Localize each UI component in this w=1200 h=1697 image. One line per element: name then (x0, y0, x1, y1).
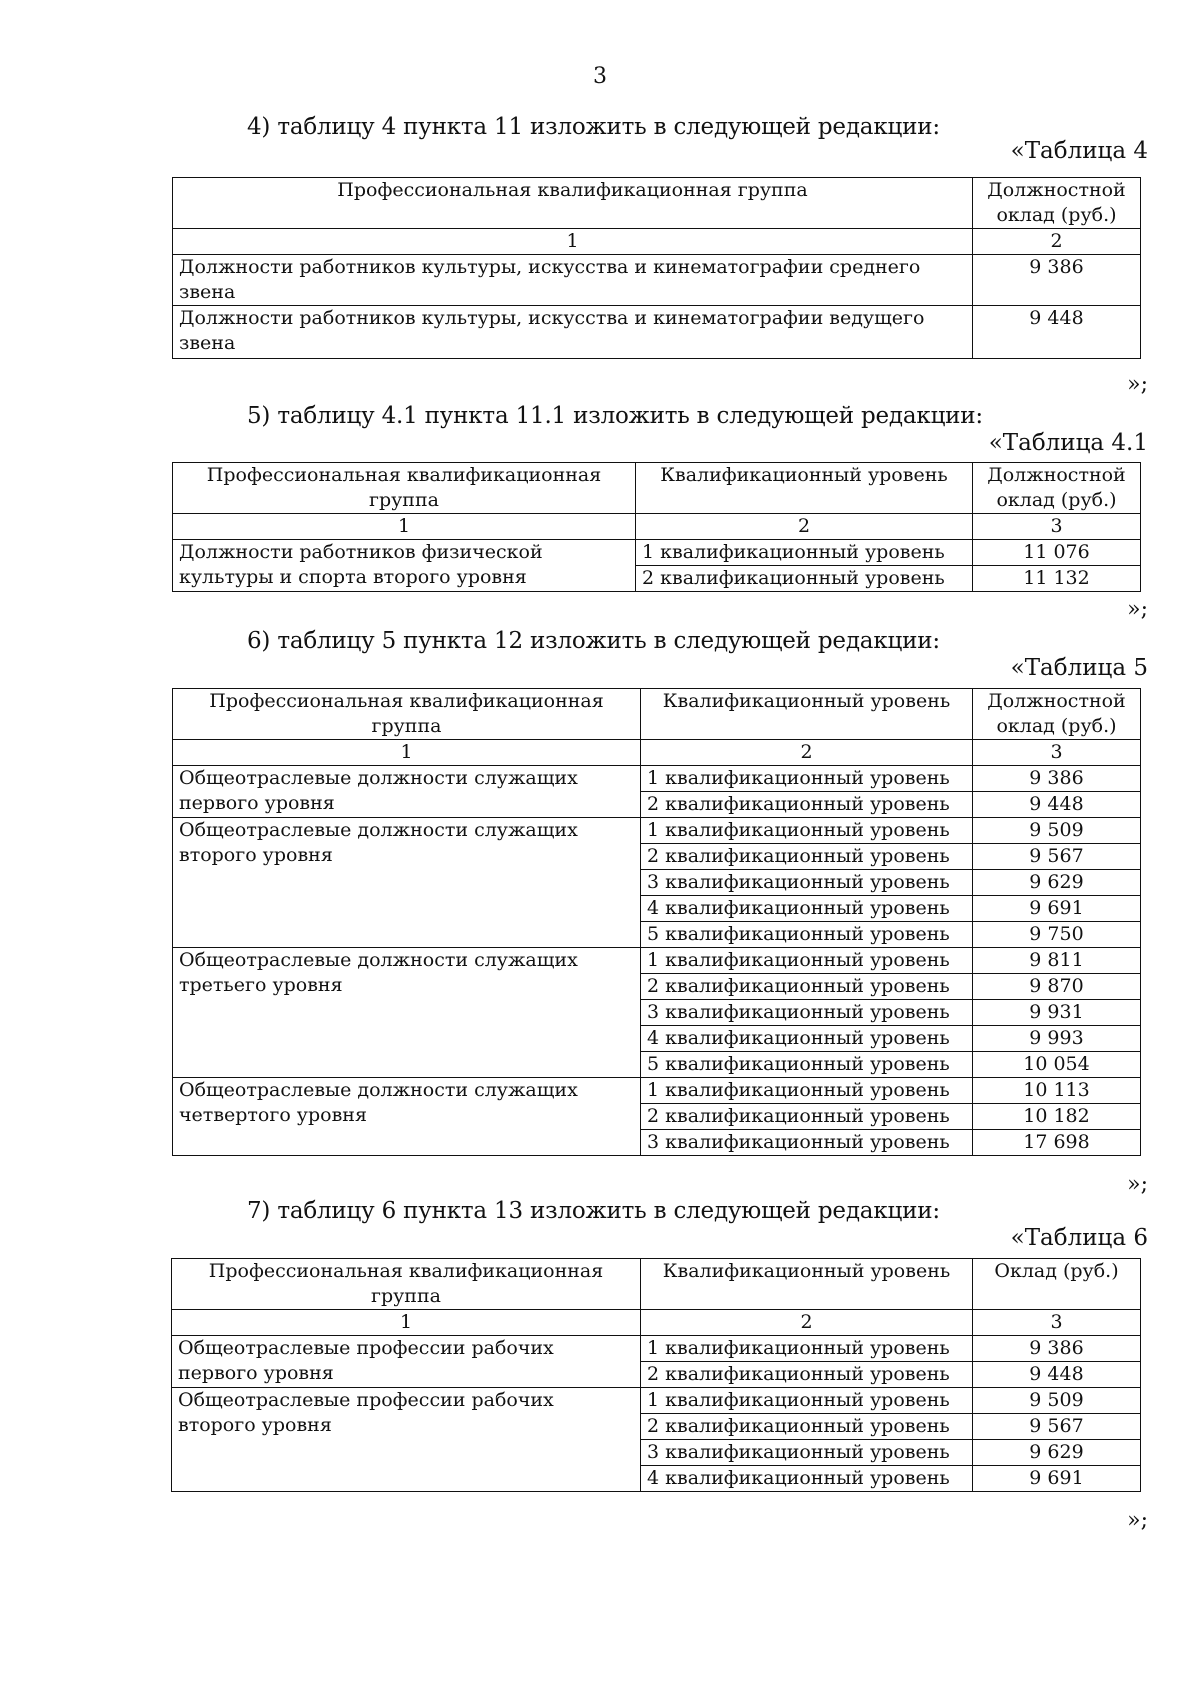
column-number-row (173, 514, 1141, 540)
level-cell: 3 квалификационный уровень (641, 1440, 973, 1466)
salary-cell: 9 567 (973, 844, 1141, 870)
header-cell: Квалификационный уровень (641, 689, 973, 740)
page-number: 3 (593, 64, 607, 89)
column-number-row (173, 229, 1141, 255)
header-cell: Квалификационный уровень (641, 1259, 973, 1310)
group-cell: Общеотраслевые должности служащих первого уровня (173, 766, 641, 818)
header-cell: Должностной оклад (руб.) (973, 463, 1141, 514)
salary-cell: 9 629 (973, 1440, 1141, 1466)
header-cell: Должностной оклад (руб.) (973, 689, 1141, 740)
group-cell: Общеотраслевые профессии рабочих первого уровня (172, 1336, 641, 1388)
closing-quote-5: »; (1127, 597, 1148, 622)
salary-cell: 9 567 (973, 1414, 1141, 1440)
salary-cell: 10 113 (973, 1078, 1141, 1104)
table-row (173, 306, 1141, 359)
table-4-1 (172, 462, 1141, 592)
level-cell: 4 квалификационный уровень (641, 896, 973, 922)
column-number: 3 (973, 514, 1141, 540)
salary-cell: 9 691 (973, 896, 1141, 922)
column-number: 2 (641, 740, 973, 766)
column-number: 1 (173, 229, 973, 255)
table-caption-6: «Таблица 5 (1010, 655, 1148, 681)
level-cell: 2 квалификационный уровень (641, 844, 973, 870)
header-cell: Профессиональная квалификационная группа (173, 689, 641, 740)
salary-cell: 9 750 (973, 922, 1141, 948)
salary-cell: 9 448 (973, 1362, 1141, 1388)
column-number-row (173, 740, 1141, 766)
group-cell: Общеотраслевые должности служащих третьего уровня (173, 948, 641, 1078)
level-cell: 2 квалификационный уровень (636, 566, 973, 592)
header-cell: Профессиональная квалификационная группа (173, 463, 636, 514)
section-heading-6: 6) таблицу 5 пункта 12 изложить в следующей редакции: (247, 628, 940, 654)
level-cell: 2 квалификационный уровень (641, 792, 973, 818)
group-cell: Должности работников культуры, искусства и кинематографии ведущего звена (173, 306, 973, 359)
section-heading-4: 4) таблицу 4 пункта 11 изложить в следующей редакции: (247, 114, 940, 140)
salary-cell: 17 698 (973, 1130, 1141, 1156)
table-row (173, 818, 1141, 844)
salary-cell: 9 448 (973, 792, 1141, 818)
table-5 (172, 688, 1141, 1156)
salary-cell: 9 386 (973, 766, 1141, 792)
table-caption-5: «Таблица 4.1 (988, 430, 1148, 456)
table-row (172, 1336, 1141, 1362)
group-cell: Общеотраслевые профессии рабочих второго уровня (172, 1388, 641, 1492)
level-cell: 1 квалификационный уровень (641, 1388, 973, 1414)
column-number: 3 (973, 740, 1141, 766)
salary-cell: 9 811 (973, 948, 1141, 974)
level-cell: 1 квалификационный уровень (641, 948, 973, 974)
column-number: 1 (172, 1310, 641, 1336)
column-number: 1 (173, 514, 636, 540)
header-cell: Оклад (руб.) (973, 1259, 1141, 1310)
table-row (173, 766, 1141, 792)
level-cell: 1 квалификационный уровень (641, 1336, 973, 1362)
section-heading-5: 5) таблицу 4.1 пункта 11.1 изложить в следующей редакции: (247, 403, 983, 429)
table-row (173, 948, 1141, 974)
column-number: 2 (641, 1310, 973, 1336)
salary-cell: 9 509 (973, 1388, 1141, 1414)
level-cell: 1 квалификационный уровень (641, 1078, 973, 1104)
table-row (173, 255, 1141, 306)
level-cell: 3 квалификационный уровень (641, 870, 973, 896)
table-caption-4: «Таблица 4 (1010, 138, 1148, 164)
salary-cell: 9 870 (973, 974, 1141, 1000)
section-heading-7: 7) таблицу 6 пункта 13 изложить в следующей редакции: (247, 1198, 940, 1224)
table-row (173, 540, 1141, 566)
table-6 (171, 1258, 1141, 1492)
group-cell: Общеотраслевые должности служащих четвертого уровня (173, 1078, 641, 1156)
salary-cell: 11 076 (973, 540, 1141, 566)
salary-cell: 9 993 (973, 1026, 1141, 1052)
level-cell: 1 квалификационный уровень (641, 766, 973, 792)
salary-cell: 11 132 (973, 566, 1141, 592)
salary-cell: 10 054 (973, 1052, 1141, 1078)
level-cell: 5 квалификационный уровень (641, 1052, 973, 1078)
salary-cell: 9 448 (973, 306, 1141, 359)
level-cell: 2 квалификационный уровень (641, 1104, 973, 1130)
level-cell: 1 квалификационный уровень (641, 818, 973, 844)
salary-cell: 9 386 (973, 1336, 1141, 1362)
level-cell: 1 квалификационный уровень (636, 540, 973, 566)
header-cell: Квалификационный уровень (636, 463, 973, 514)
table-caption-7: «Таблица 6 (1010, 1225, 1148, 1251)
header-cell: Профессиональная квалификационная группа (172, 1259, 641, 1310)
table-row (173, 1078, 1141, 1104)
column-number: 3 (973, 1310, 1141, 1336)
salary-cell: 9 386 (973, 255, 1141, 306)
column-number: 2 (636, 514, 973, 540)
table-header-row (173, 463, 1141, 514)
column-number: 2 (973, 229, 1141, 255)
salary-cell: 9 629 (973, 870, 1141, 896)
table-header-row (173, 689, 1141, 740)
closing-quote-6: »; (1127, 1172, 1148, 1197)
level-cell: 2 квалификационный уровень (641, 1362, 973, 1388)
table-row (172, 1388, 1141, 1414)
level-cell: 2 квалификационный уровень (641, 974, 973, 1000)
closing-quote-7: »; (1127, 1508, 1148, 1533)
salary-cell: 10 182 (973, 1104, 1141, 1130)
table-header-row (173, 178, 1141, 229)
group-cell: Общеотраслевые должности служащих второго уровня (173, 818, 641, 948)
level-cell: 5 квалификационный уровень (641, 922, 973, 948)
closing-quote-4: »; (1127, 372, 1148, 397)
salary-cell: 9 931 (973, 1000, 1141, 1026)
level-cell: 2 квалификационный уровень (641, 1414, 973, 1440)
level-cell: 4 квалификационный уровень (641, 1466, 973, 1492)
column-number: 1 (173, 740, 641, 766)
group-cell: Должности работников физической культуры и спорта второго уровня (173, 540, 636, 592)
table-header-row (172, 1259, 1141, 1310)
group-cell: Должности работников культуры, искусства и кинематографии среднего звена (173, 255, 973, 306)
header-cell: Профессиональная квалификационная группа (173, 178, 973, 229)
level-cell: 4 квалификационный уровень (641, 1026, 973, 1052)
level-cell: 3 квалификационный уровень (641, 1130, 973, 1156)
table-4 (172, 177, 1141, 359)
salary-cell: 9 509 (973, 818, 1141, 844)
level-cell: 3 квалификационный уровень (641, 1000, 973, 1026)
salary-cell: 9 691 (973, 1466, 1141, 1492)
header-cell: Должностной оклад (руб.) (973, 178, 1141, 229)
column-number-row (172, 1310, 1141, 1336)
